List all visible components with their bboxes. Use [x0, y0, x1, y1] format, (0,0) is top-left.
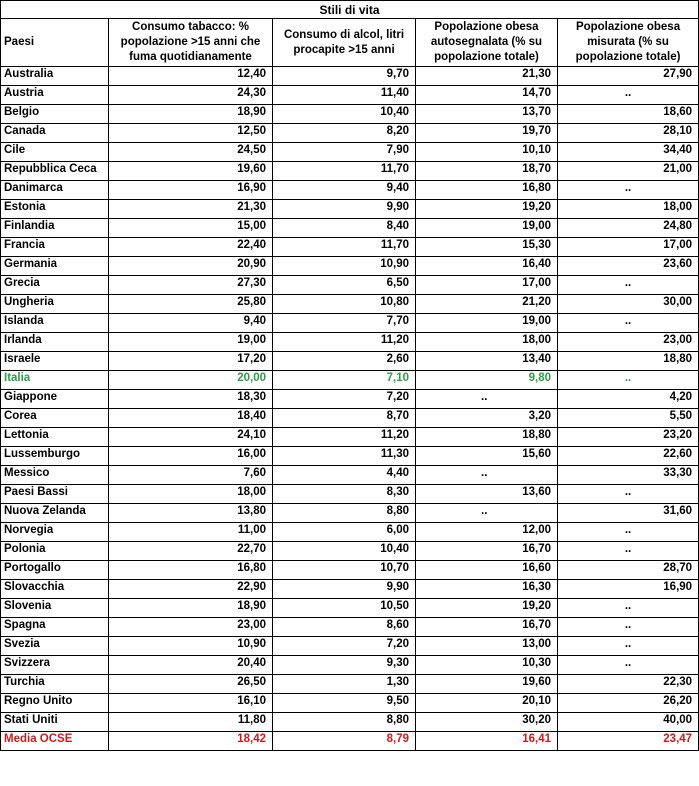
- obesa-misurata-cell: 27,90: [558, 67, 699, 86]
- obesa-autosegnalata-cell: ..: [416, 504, 558, 523]
- country-cell: Lettonia: [1, 428, 109, 447]
- obesa-autosegnalata-cell: 17,00: [416, 276, 558, 295]
- tabacco-cell: 22,40: [109, 238, 273, 257]
- alcol-cell: 7,70: [273, 314, 416, 333]
- obesa-misurata-cell: ..: [558, 86, 699, 105]
- tabacco-cell: 19,00: [109, 333, 273, 352]
- obesa-misurata-cell: 28,70: [558, 561, 699, 580]
- obesa-misurata-cell: 5,50: [558, 409, 699, 428]
- obesa-autosegnalata-cell: 13,70: [416, 105, 558, 124]
- table-row: [1, 732, 699, 751]
- obesa-autosegnalata-cell: 14,70: [416, 86, 558, 105]
- tabacco-cell: 18,40: [109, 409, 273, 428]
- obesa-misurata-cell: ..: [558, 618, 699, 637]
- table-row: [1, 238, 699, 257]
- table-row: [1, 542, 699, 561]
- obesa-autosegnalata-cell: 19,20: [416, 200, 558, 219]
- country-cell: Ungheria: [1, 295, 109, 314]
- obesa-misurata-cell: 23,00: [558, 333, 699, 352]
- country-cell: Slovacchia: [1, 580, 109, 599]
- alcol-cell: 6,50: [273, 276, 416, 295]
- country-cell: Portogallo: [1, 561, 109, 580]
- alcol-cell: 7,90: [273, 143, 416, 162]
- alcol-cell: 10,90: [273, 257, 416, 276]
- country-cell: Norvegia: [1, 523, 109, 542]
- header-paesi: Paesi: [1, 19, 109, 67]
- country-cell: Stati Uniti: [1, 713, 109, 732]
- table-row: [1, 447, 699, 466]
- table-row: [1, 86, 699, 105]
- obesa-autosegnalata-cell: 18,80: [416, 428, 558, 447]
- alcol-cell: 8,79: [273, 732, 416, 751]
- tabacco-cell: 11,00: [109, 523, 273, 542]
- obesa-autosegnalata-cell: 15,60: [416, 447, 558, 466]
- tabacco-cell: 24,30: [109, 86, 273, 105]
- country-cell: Germania: [1, 257, 109, 276]
- table-body: [1, 67, 699, 751]
- country-cell: Finlandia: [1, 219, 109, 238]
- obesa-misurata-cell: 16,90: [558, 580, 699, 599]
- tabacco-cell: 16,00: [109, 447, 273, 466]
- country-cell: Spagna: [1, 618, 109, 637]
- tabacco-cell: 16,90: [109, 181, 273, 200]
- table-row: [1, 276, 699, 295]
- table-row: [1, 485, 699, 504]
- tabacco-cell: 24,10: [109, 428, 273, 447]
- obesa-misurata-cell: ..: [558, 599, 699, 618]
- alcol-cell: 7,10: [273, 371, 416, 390]
- obesa-autosegnalata-cell: 16,41: [416, 732, 558, 751]
- tabacco-cell: 16,10: [109, 694, 273, 713]
- table-title: Stili di vita: [1, 1, 699, 19]
- alcol-cell: 11,40: [273, 86, 416, 105]
- table-row: [1, 561, 699, 580]
- table-row: [1, 314, 699, 333]
- tabacco-cell: 20,40: [109, 656, 273, 675]
- obesa-misurata-cell: 30,00: [558, 295, 699, 314]
- country-cell: Irlanda: [1, 333, 109, 352]
- tabacco-cell: 22,70: [109, 542, 273, 561]
- alcol-cell: 1,30: [273, 675, 416, 694]
- obesa-misurata-cell: 23,47: [558, 732, 699, 751]
- tabacco-cell: 27,30: [109, 276, 273, 295]
- tabacco-cell: 18,00: [109, 485, 273, 504]
- obesa-misurata-cell: 33,30: [558, 466, 699, 485]
- table-row: [1, 67, 699, 86]
- header-row: [1, 19, 699, 67]
- country-cell: Danimarca: [1, 181, 109, 200]
- obesa-misurata-cell: ..: [558, 371, 699, 390]
- obesa-autosegnalata-cell: 15,30: [416, 238, 558, 257]
- table-row: [1, 656, 699, 675]
- obesa-autosegnalata-cell: 13,40: [416, 352, 558, 371]
- country-cell: Corea: [1, 409, 109, 428]
- obesa-misurata-cell: 24,80: [558, 219, 699, 238]
- tabacco-cell: 22,90: [109, 580, 273, 599]
- table-row: [1, 371, 699, 390]
- table-row: [1, 580, 699, 599]
- tabacco-cell: 23,00: [109, 618, 273, 637]
- obesa-autosegnalata-cell: 9,80: [416, 371, 558, 390]
- obesa-autosegnalata-cell: 19,70: [416, 124, 558, 143]
- table-row: [1, 124, 699, 143]
- tabacco-cell: 20,90: [109, 257, 273, 276]
- obesa-autosegnalata-cell: 19,00: [416, 219, 558, 238]
- obesa-misurata-cell: 40,00: [558, 713, 699, 732]
- obesa-misurata-cell: 4,20: [558, 390, 699, 409]
- alcol-cell: 11,70: [273, 162, 416, 181]
- tabacco-cell: 18,90: [109, 599, 273, 618]
- obesa-autosegnalata-cell: 19,60: [416, 675, 558, 694]
- country-cell: Francia: [1, 238, 109, 257]
- country-cell: Svizzera: [1, 656, 109, 675]
- obesa-misurata-cell: 23,20: [558, 428, 699, 447]
- obesa-misurata-cell: ..: [558, 523, 699, 542]
- obesa-misurata-cell: ..: [558, 314, 699, 333]
- obesa-misurata-cell: 18,80: [558, 352, 699, 371]
- obesa-autosegnalata-cell: 16,80: [416, 181, 558, 200]
- obesa-misurata-cell: 22,60: [558, 447, 699, 466]
- obesa-autosegnalata-cell: 18,00: [416, 333, 558, 352]
- table-row: [1, 105, 699, 124]
- alcol-cell: 8,20: [273, 124, 416, 143]
- table-row: [1, 409, 699, 428]
- table-row: [1, 295, 699, 314]
- country-cell: Giappone: [1, 390, 109, 409]
- alcol-cell: 2,60: [273, 352, 416, 371]
- obesa-misurata-cell: 18,00: [558, 200, 699, 219]
- alcol-cell: 8,80: [273, 504, 416, 523]
- alcol-cell: 7,20: [273, 390, 416, 409]
- obesa-autosegnalata-cell: 30,20: [416, 713, 558, 732]
- tabacco-cell: 10,90: [109, 637, 273, 656]
- table-row: [1, 219, 699, 238]
- obesa-autosegnalata-cell: 13,60: [416, 485, 558, 504]
- alcol-cell: 9,50: [273, 694, 416, 713]
- country-cell: Belgio: [1, 105, 109, 124]
- obesa-autosegnalata-cell: 18,70: [416, 162, 558, 181]
- obesa-autosegnalata-cell: 16,70: [416, 542, 558, 561]
- obesa-misurata-cell: 18,60: [558, 105, 699, 124]
- tabacco-cell: 18,42: [109, 732, 273, 751]
- obesa-autosegnalata-cell: 13,00: [416, 637, 558, 656]
- country-cell: Slovenia: [1, 599, 109, 618]
- tabacco-cell: 18,90: [109, 105, 273, 124]
- alcol-cell: 10,80: [273, 295, 416, 314]
- obesa-misurata-cell: 28,10: [558, 124, 699, 143]
- tabacco-cell: 17,20: [109, 352, 273, 371]
- alcol-cell: 11,20: [273, 428, 416, 447]
- obesa-autosegnalata-cell: 12,00: [416, 523, 558, 542]
- obesa-autosegnalata-cell: ..: [416, 390, 558, 409]
- table-row: [1, 333, 699, 352]
- country-cell: Nuova Zelanda: [1, 504, 109, 523]
- alcol-cell: 11,70: [273, 238, 416, 257]
- table-row: [1, 143, 699, 162]
- alcol-cell: 8,30: [273, 485, 416, 504]
- obesa-autosegnalata-cell: 19,20: [416, 599, 558, 618]
- tabacco-cell: 12,40: [109, 67, 273, 86]
- obesa-autosegnalata-cell: 16,60: [416, 561, 558, 580]
- obesa-autosegnalata-cell: 16,40: [416, 257, 558, 276]
- table-row: [1, 713, 699, 732]
- tabacco-cell: 20,00: [109, 371, 273, 390]
- tabacco-cell: 19,60: [109, 162, 273, 181]
- table-row: [1, 675, 699, 694]
- obesa-misurata-cell: 26,20: [558, 694, 699, 713]
- country-cell: Austria: [1, 86, 109, 105]
- header-obesa-autosegnalata: Popolazione obesa autosegnalata (% su popolazione totale): [416, 19, 558, 67]
- alcol-cell: 9,90: [273, 580, 416, 599]
- country-cell: Paesi Bassi: [1, 485, 109, 504]
- country-cell: Repubblica Ceca: [1, 162, 109, 181]
- alcol-cell: 11,20: [273, 333, 416, 352]
- obesa-autosegnalata-cell: 10,10: [416, 143, 558, 162]
- obesa-misurata-cell: ..: [558, 181, 699, 200]
- alcol-cell: 10,70: [273, 561, 416, 580]
- table-row: [1, 618, 699, 637]
- alcol-cell: 8,80: [273, 713, 416, 732]
- country-cell: Svezia: [1, 637, 109, 656]
- table-row: [1, 694, 699, 713]
- obesa-autosegnalata-cell: 20,10: [416, 694, 558, 713]
- alcol-cell: 10,40: [273, 105, 416, 124]
- country-cell: Regno Unito: [1, 694, 109, 713]
- table-row: [1, 390, 699, 409]
- table-row: [1, 257, 699, 276]
- obesa-misurata-cell: ..: [558, 485, 699, 504]
- tabacco-cell: 21,30: [109, 200, 273, 219]
- country-cell: Australia: [1, 67, 109, 86]
- obesa-misurata-cell: ..: [558, 637, 699, 656]
- alcol-cell: 7,20: [273, 637, 416, 656]
- tabacco-cell: 18,30: [109, 390, 273, 409]
- obesa-misurata-cell: ..: [558, 542, 699, 561]
- table-row: [1, 200, 699, 219]
- obesa-autosegnalata-cell: 3,20: [416, 409, 558, 428]
- alcol-cell: 6,00: [273, 523, 416, 542]
- tabacco-cell: 25,80: [109, 295, 273, 314]
- obesa-autosegnalata-cell: ..: [416, 466, 558, 485]
- alcol-cell: 8,40: [273, 219, 416, 238]
- alcol-cell: 9,30: [273, 656, 416, 675]
- header-tabacco: Consumo tabacco: % popolazione >15 anni che fuma quotidianamente: [109, 19, 273, 67]
- country-cell: Israele: [1, 352, 109, 371]
- obesa-misurata-cell: 17,00: [558, 238, 699, 257]
- tabacco-cell: 26,50: [109, 675, 273, 694]
- country-cell: Cile: [1, 143, 109, 162]
- obesa-autosegnalata-cell: 21,20: [416, 295, 558, 314]
- tabacco-cell: 12,50: [109, 124, 273, 143]
- obesa-autosegnalata-cell: 16,70: [416, 618, 558, 637]
- obesa-misurata-cell: 23,60: [558, 257, 699, 276]
- tabacco-cell: 24,50: [109, 143, 273, 162]
- obesa-misurata-cell: 31,60: [558, 504, 699, 523]
- country-cell: Islanda: [1, 314, 109, 333]
- obesa-misurata-cell: 34,40: [558, 143, 699, 162]
- table-row: [1, 523, 699, 542]
- country-cell: Media OCSE: [1, 732, 109, 751]
- obesa-misurata-cell: ..: [558, 656, 699, 675]
- obesa-autosegnalata-cell: 10,30: [416, 656, 558, 675]
- obesa-autosegnalata-cell: 19,00: [416, 314, 558, 333]
- table-row: [1, 599, 699, 618]
- obesa-misurata-cell: 22,30: [558, 675, 699, 694]
- tabacco-cell: 9,40: [109, 314, 273, 333]
- table-row: [1, 637, 699, 656]
- table-row: [1, 428, 699, 447]
- obesa-misurata-cell: ..: [558, 276, 699, 295]
- country-cell: Lussemburgo: [1, 447, 109, 466]
- alcol-cell: 11,30: [273, 447, 416, 466]
- header-obesa-misurata: Popolazione obesa misurata (% su popolazione totale): [558, 19, 699, 67]
- table-row: [1, 352, 699, 371]
- tabacco-cell: 7,60: [109, 466, 273, 485]
- country-cell: Polonia: [1, 542, 109, 561]
- country-cell: Grecia: [1, 276, 109, 295]
- table-row: [1, 466, 699, 485]
- alcol-cell: 8,60: [273, 618, 416, 637]
- header-alcol: Consumo di alcol, litri procapite >15 anni: [273, 19, 416, 67]
- obesa-misurata-cell: 21,00: [558, 162, 699, 181]
- title-row: [1, 1, 699, 19]
- obesa-autosegnalata-cell: 21,30: [416, 67, 558, 86]
- tabacco-cell: 11,80: [109, 713, 273, 732]
- country-cell: Turchia: [1, 675, 109, 694]
- alcol-cell: 4,40: [273, 466, 416, 485]
- table-row: [1, 504, 699, 523]
- table-row: [1, 181, 699, 200]
- country-cell: Italia: [1, 371, 109, 390]
- country-cell: Messico: [1, 466, 109, 485]
- tabacco-cell: 16,80: [109, 561, 273, 580]
- tabacco-cell: 13,80: [109, 504, 273, 523]
- alcol-cell: 9,70: [273, 67, 416, 86]
- table-row: [1, 162, 699, 181]
- alcol-cell: 9,90: [273, 200, 416, 219]
- tabacco-cell: 15,00: [109, 219, 273, 238]
- alcol-cell: 8,70: [273, 409, 416, 428]
- obesa-autosegnalata-cell: 16,30: [416, 580, 558, 599]
- country-cell: Canada: [1, 124, 109, 143]
- alcol-cell: 10,40: [273, 542, 416, 561]
- alcol-cell: 9,40: [273, 181, 416, 200]
- country-cell: Estonia: [1, 200, 109, 219]
- alcol-cell: 10,50: [273, 599, 416, 618]
